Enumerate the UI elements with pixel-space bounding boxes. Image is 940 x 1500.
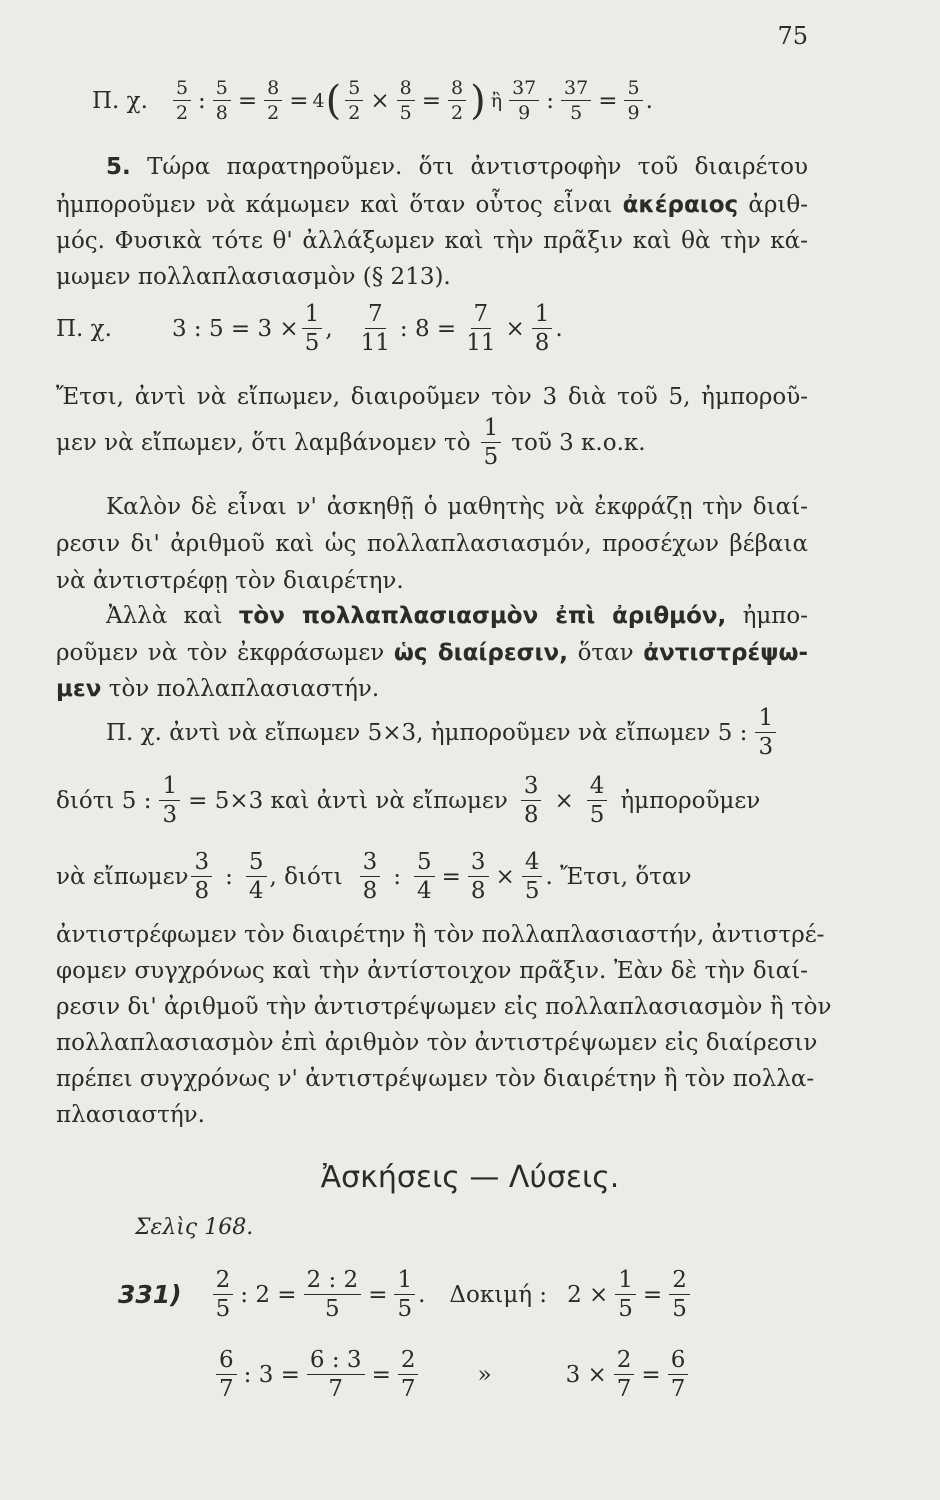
fraction: $\frac{1}{5}$ [394, 1268, 415, 1321]
text-line: πρέπει συγχρόνως ν' ἀντιστρέψωμεν τὸν διαιρέτην ἢ τὸν πολλα- [56, 1066, 815, 1092]
page-number: 75 [777, 22, 808, 50]
emphasis: τὸν πολλαπλασιασμὸν ἐπὶ ἀριθμόν, [238, 603, 727, 629]
fraction: $\frac{4}{5}$ [522, 850, 543, 903]
fraction: $\frac{1}{8}$ [532, 302, 553, 355]
fraction: $\frac{5}{9}$ [624, 78, 642, 123]
operator: : [198, 87, 206, 114]
operator: : [546, 87, 555, 114]
text-line: 5. Τώρα παρατηροῦμεν. ὅτι ἀντιστροφὴν τοῦ διαιρέτου [106, 154, 808, 180]
fraction: $\frac{2}{7}$ [614, 1348, 635, 1401]
fraction: $\frac{5}{4}$ [414, 850, 435, 903]
fraction: $\frac{3}{8}$ [360, 850, 381, 903]
example-3-line: νὰ εἴπωμεν $\frac{3}{8}$ : $\frac{5}{4}$ , διότι $\frac{3}{8}$ : $\frac{5}{4}$ = $\frac{3}{8}$ × $\frac{4}{5}$ . Ἔτσι, ὅταν [56, 849, 692, 904]
text-line: πολλαπλασιασμὸν ἐπὶ ἀριθμὸν τὸν ἀντιστρέψωμεν εἰς διαίρεσιν [56, 1030, 818, 1056]
operator: = [421, 87, 441, 114]
left-paren: ( [325, 77, 342, 124]
text-line: ρεσιν δι' ἀριθμοῦ τὴν ἀντιστρέψωμεν εἰς πολλαπλασιασμὸν ἢ τὸν [56, 994, 832, 1020]
text-line: Καλὸν δὲ εἶναι ν' ἀσκηθῇ ὁ μαθητὴς νὰ ἐκφράζῃ τὴν διαί- [106, 494, 808, 520]
text-line: μωμεν πολλαπλασιασμὸν (§ 213). [56, 264, 451, 290]
fraction: $\frac{4}{5}$ [587, 774, 608, 827]
operator: = [598, 87, 618, 114]
example-3-line: διότι 5 : $\frac{1}{3}$ = 5×3 καὶ ἀντὶ νὰ εἴπωμεν $\frac{3}{8}$ × $\frac{4}{5}$ ἠμποροῦμεν [56, 773, 761, 828]
fraction: $\frac{8}{2}$ [264, 78, 282, 123]
operator: = [289, 87, 309, 114]
text-line: μεν τὸν πολλαπλασιαστήν. [56, 676, 380, 702]
fraction: $\frac{1}{5}$ [481, 416, 502, 469]
example-label: Π. χ. [56, 315, 112, 342]
operator: = [237, 87, 258, 114]
fraction: $\frac{2}{5}$ [213, 1268, 234, 1321]
text-line: μός. Φυσικὰ τότε θ' ἀλλάξωμεν καὶ τὴν πρᾶξιν καὶ θὰ τὴν κά- [56, 228, 808, 254]
fraction: $\frac{37}{5}$ [561, 78, 591, 123]
emphasis: ἀκέραιος [622, 192, 739, 218]
text-line: ρεσιν δι' ἀριθμοῦ καὶ ὡς πολλαπλασιασμόν, προσέχων βέβαια [56, 531, 808, 557]
section-heading: Ἀσκήσεις — Λύσεις. [320, 1160, 620, 1195]
fraction: $\frac{5}{2}$ [173, 78, 191, 123]
example-3-line: Π. χ. ἀντὶ νὰ εἴπωμεν 5×3, ἠμποροῦμεν νὰ εἴπωμεν 5 : $\frac{1}{3}$ [106, 706, 779, 759]
emphasis: ἀντιστρέψω- [643, 640, 809, 666]
fraction: $\frac{3}{8}$ [468, 850, 489, 903]
text-line: Ἀλλὰ καὶ τὸν πολλαπλασιασμὸν ἐπὶ ἀριθμόν, ἠμπο- [106, 603, 809, 629]
text-line: ἀντιστρέφωμεν τὸν διαιρέτην ἢ τὸν πολλαπλασιαστήν, ἀντιστρέ- [56, 922, 825, 948]
fraction: $\frac{1}{3}$ [755, 706, 776, 759]
fraction: $\frac{7}{11}$ [360, 301, 390, 356]
text-line: πλασιαστήν. [56, 1102, 205, 1128]
number: 4 [312, 89, 325, 112]
fraction: $\frac{8}{5}$ [397, 78, 415, 123]
emphasis: μεν [56, 676, 102, 702]
check-label: Δοκιμή : [449, 1281, 548, 1308]
ditto-mark: » [477, 1361, 492, 1388]
word-or: ἢ [490, 89, 503, 112]
example-1-formula: Π. χ. $\frac{5}{2}$ : $\frac{5}{8}$ = $\frac{8}{2}$ = 4 ( $\frac{5}{2}$ × $\frac{8}{5}$ = $\frac{8}{2}$ ) ἢ $\frac{37}{9}$ : $\frac{37}{5}$ = $\frac{5}{9}$ . [92, 77, 653, 124]
text-line: Ἔτσι, ἀντὶ νὰ εἴπωμεν, διαιροῦμεν τὸν 3 διὰ τοῦ 5, ἠμποροῦ- [56, 384, 808, 410]
example-label: Π. χ. [92, 87, 148, 114]
fraction: $\frac{6 : 3}{7}$ [307, 1348, 365, 1401]
fraction: $\frac{7}{11}$ [466, 301, 496, 356]
text-line: φομεν συγχρόνως καὶ τὴν ἀντίστοιχον πρᾶξιν. Ἐὰν δὲ τὴν διαί- [56, 958, 808, 984]
fraction: $\frac{1}{3}$ [159, 774, 180, 827]
fraction: $\frac{5}{8}$ [213, 78, 231, 123]
section-number: 5. [106, 154, 131, 180]
example-2-formula: Π. χ. 3 : 5 = 3 × $\frac{1}{5}$ , $\frac{7}{11}$ : 8 = $\frac{7}{11}$ × $\frac{1}{8}$ . [56, 301, 563, 356]
exercise-number: 331) [118, 1280, 182, 1309]
text-line-with-fraction: μεν νὰ εἴπωμεν, ὅτι λαμβάνομεν τὸ $\frac{1}{5}$ τοῦ 3 κ.ο.κ. [56, 415, 646, 470]
exercise-331-row-2: $\frac{6}{7}$ : 3 = $\frac{6 : 3}{7}$ = $\frac{2}{7}$ » 3 × $\frac{2}{7}$ = $\frac{6}{7}$ [213, 1348, 691, 1401]
fraction: $\frac{6}{7}$ [668, 1348, 689, 1401]
fraction: $\frac{3}{8}$ [191, 850, 212, 903]
fraction: $\frac{8}{2}$ [448, 78, 466, 123]
right-paren: ) [470, 77, 486, 124]
fraction: $\frac{37}{9}$ [509, 78, 539, 123]
fraction: $\frac{2 : 2}{5}$ [304, 1268, 362, 1321]
fraction: $\frac{1}{5}$ [615, 1268, 636, 1321]
text-line: νὰ ἀντιστρέφῃ τὸν διαιρέτην. [56, 568, 404, 594]
fraction: $\frac{5}{2}$ [345, 78, 363, 123]
fraction: $\frac{6}{7}$ [216, 1348, 237, 1401]
operator: × [370, 87, 390, 114]
fraction: $\frac{2}{5}$ [669, 1268, 690, 1321]
exercise-331-row-1: 331) $\frac{2}{5}$ : 2 = $\frac{2 : 2}{5}$ = $\frac{1}{5}$ . Δοκιμή : 2 × $\frac{1}{5}$ = $\frac{2}{5}$ [118, 1268, 693, 1321]
fraction: $\frac{1}{5}$ [302, 302, 323, 355]
text-line: ἠμποροῦμεν νὰ κάμωμεν καὶ ὅταν οὗτος εἶναι ἀκέραιος ἀριθ- [56, 192, 809, 218]
page-reference: Σελὶς 168. [135, 1215, 254, 1240]
text-line: ροῦμεν νὰ τὸν ἐκφράσωμεν ὡς διαίρεσιν, ὅταν ἀντιστρέψω- [56, 640, 809, 666]
fraction: $\frac{5}{4}$ [246, 850, 267, 903]
fraction: $\frac{3}{8}$ [521, 774, 542, 827]
fraction: $\frac{2}{7}$ [398, 1348, 419, 1401]
emphasis: ὡς διαίρεσιν, [393, 640, 568, 666]
